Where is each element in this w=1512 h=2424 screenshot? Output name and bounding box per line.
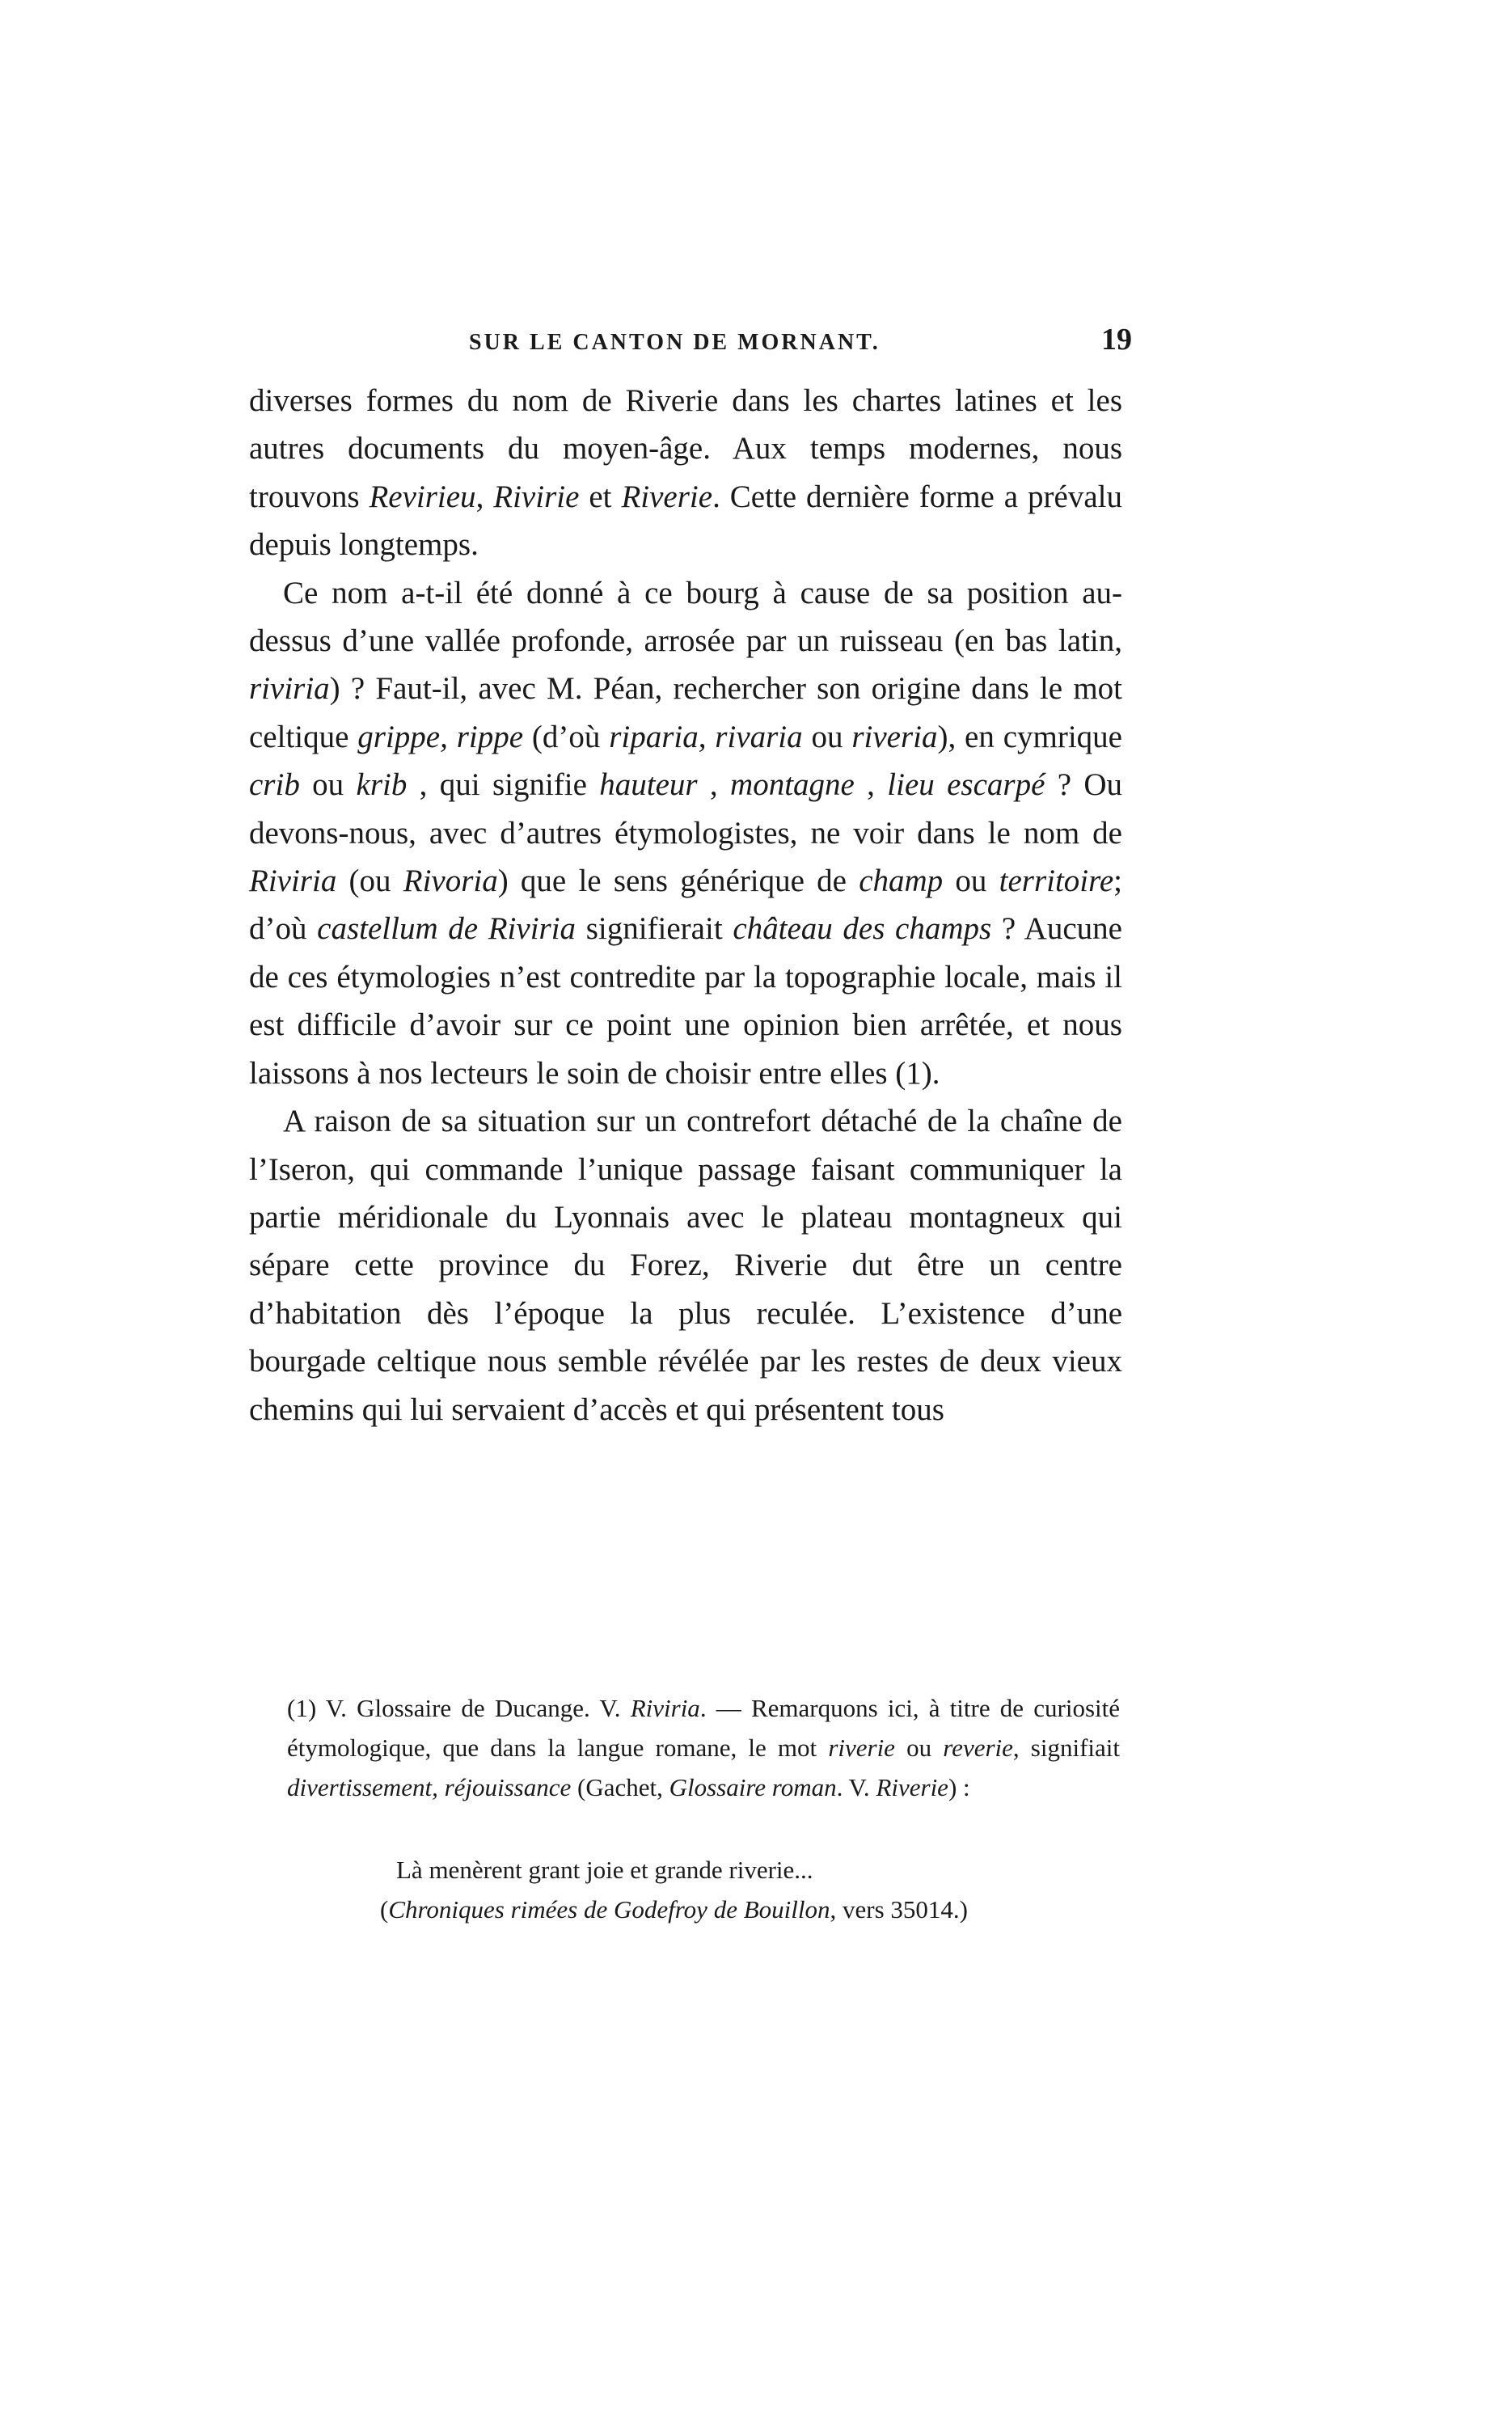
text-run: , bbox=[854, 767, 888, 803]
text-run: Ce nom a-t-il été donné à ce bourg à cause de sa position au-dessus d’une vallée profonde, arrosée par un ruisseau (en bas latin, bbox=[249, 575, 1122, 659]
italic-term: Chroniques rimées de Godefroy de Bouillon bbox=[388, 1895, 830, 1924]
italic-term: Riviria bbox=[630, 1694, 700, 1722]
text-run: ), en cymrique bbox=[937, 719, 1122, 754]
italic-term: Rivirie bbox=[493, 479, 580, 514]
text-run: ) que le sens générique de bbox=[497, 864, 859, 899]
footnote bbox=[287, 1688, 1120, 1807]
text-run: (ou bbox=[336, 864, 403, 899]
text-run: , bbox=[475, 479, 494, 514]
italic-term: krib bbox=[356, 767, 408, 803]
text-run: ( bbox=[380, 1895, 389, 1924]
text-run: , vers 35014.) bbox=[830, 1895, 968, 1924]
text-run: et bbox=[579, 479, 622, 514]
text-run: ou bbox=[894, 1734, 944, 1762]
footnote-verse-source bbox=[380, 1890, 968, 1929]
italic-term: lieu escarpé bbox=[887, 767, 1045, 803]
text-run: (Gachet, bbox=[571, 1773, 669, 1801]
footnote-verse: Là menèrent grant joie et grande riverie... bbox=[396, 1856, 813, 1884]
text-run: signifierait bbox=[576, 911, 733, 947]
text-run: . — Remarquons ici, à titre de curiosité étymologique, que dans la langue romane, le mot bbox=[287, 1694, 1120, 1762]
italic-term: riverie bbox=[828, 1734, 895, 1762]
italic-term: hauteur bbox=[599, 767, 698, 803]
text-run: , bbox=[697, 767, 731, 803]
italic-term: riparia, rivaria bbox=[609, 719, 803, 754]
page-header bbox=[243, 322, 1132, 370]
text-run: ou bbox=[943, 864, 999, 899]
paragraph-3: A raison de sa situation sur un contrefort détaché de la chaîne de l’Iseron, qui commande l’unique passage faisant communiquer la partie méridionale du Lyonnais avec le plateau montagneux qui sépare cette province du Forez, Riverie dut être un centre d’habitation dès l’époque la plus reculée. L’existence d’une bourgade celtique nous semble révélée par les restes de deux vieux chemins qui lui servaient d’accès et qui présentent tous bbox=[249, 1104, 1122, 1427]
italic-term: Riverie bbox=[876, 1773, 948, 1801]
text-run: (d’où bbox=[523, 719, 610, 754]
italic-term: Revirieu bbox=[369, 479, 476, 514]
text-run: , qui signifie bbox=[407, 767, 600, 803]
italic-term: Riverie bbox=[621, 479, 713, 514]
text-run: ou bbox=[802, 719, 852, 754]
italic-term: riveria bbox=[851, 719, 938, 754]
italic-term: Riviria bbox=[249, 864, 337, 899]
page-number: 19 bbox=[1101, 323, 1132, 357]
italic-term: territoire bbox=[999, 864, 1114, 899]
main-text bbox=[249, 377, 1122, 1434]
italic-term: Glossaire roman bbox=[669, 1773, 837, 1801]
italic-term: castellum de Riviria bbox=[317, 911, 577, 947]
text-run: . Cette dernière forme a prévalu depuis longtemps. bbox=[249, 479, 1123, 563]
paragraph-1 bbox=[249, 377, 1122, 569]
footnote-text bbox=[287, 1688, 1120, 1807]
italic-term: montagne bbox=[730, 767, 855, 803]
italic-term: riviria bbox=[249, 671, 330, 707]
text-run: ; d’où bbox=[249, 864, 1123, 947]
text-run: ) ? Faut-il, avec M. Péan, rechercher son origine dans le mot celtique bbox=[249, 671, 1122, 754]
text-run: ) : bbox=[948, 1773, 970, 1801]
italic-term: reverie bbox=[943, 1734, 1013, 1762]
italic-term: grippe, rippe bbox=[357, 719, 524, 754]
running-head: SUR LE CANTON DE MORNANT. bbox=[469, 330, 881, 355]
text-run: , signifiait bbox=[1012, 1734, 1121, 1762]
italic-term: Rivoria bbox=[403, 864, 498, 899]
text-run: diverses formes du nom de Riverie dans les chartes latines et les autres documents du moyen-âge. Aux temps modernes, nous trouvons bbox=[249, 383, 1122, 514]
italic-term: champ bbox=[859, 864, 944, 899]
text-run: ? Ou devons-nous, avec d’autres étymologistes, ne voir dans le nom de bbox=[249, 767, 1123, 851]
paragraph-2 bbox=[249, 569, 1122, 1097]
text-run: (1) V. Glossaire de Ducange. V. bbox=[287, 1694, 631, 1722]
text-run: . V. bbox=[836, 1773, 876, 1801]
italic-term: château des champs bbox=[733, 911, 992, 947]
italic-term: crib bbox=[249, 767, 300, 803]
italic-term: divertissement, réjouissance bbox=[287, 1773, 572, 1801]
text-run: ou bbox=[299, 767, 357, 803]
text-run: ? Aucune de ces étymologies n’est contredite par la topographie locale, mais il est difficile d’avoir sur ce point une opinion bien arrêtée, et nous laissons à nos lecteurs le soin de choisir entre elles (1). bbox=[249, 911, 1122, 1091]
